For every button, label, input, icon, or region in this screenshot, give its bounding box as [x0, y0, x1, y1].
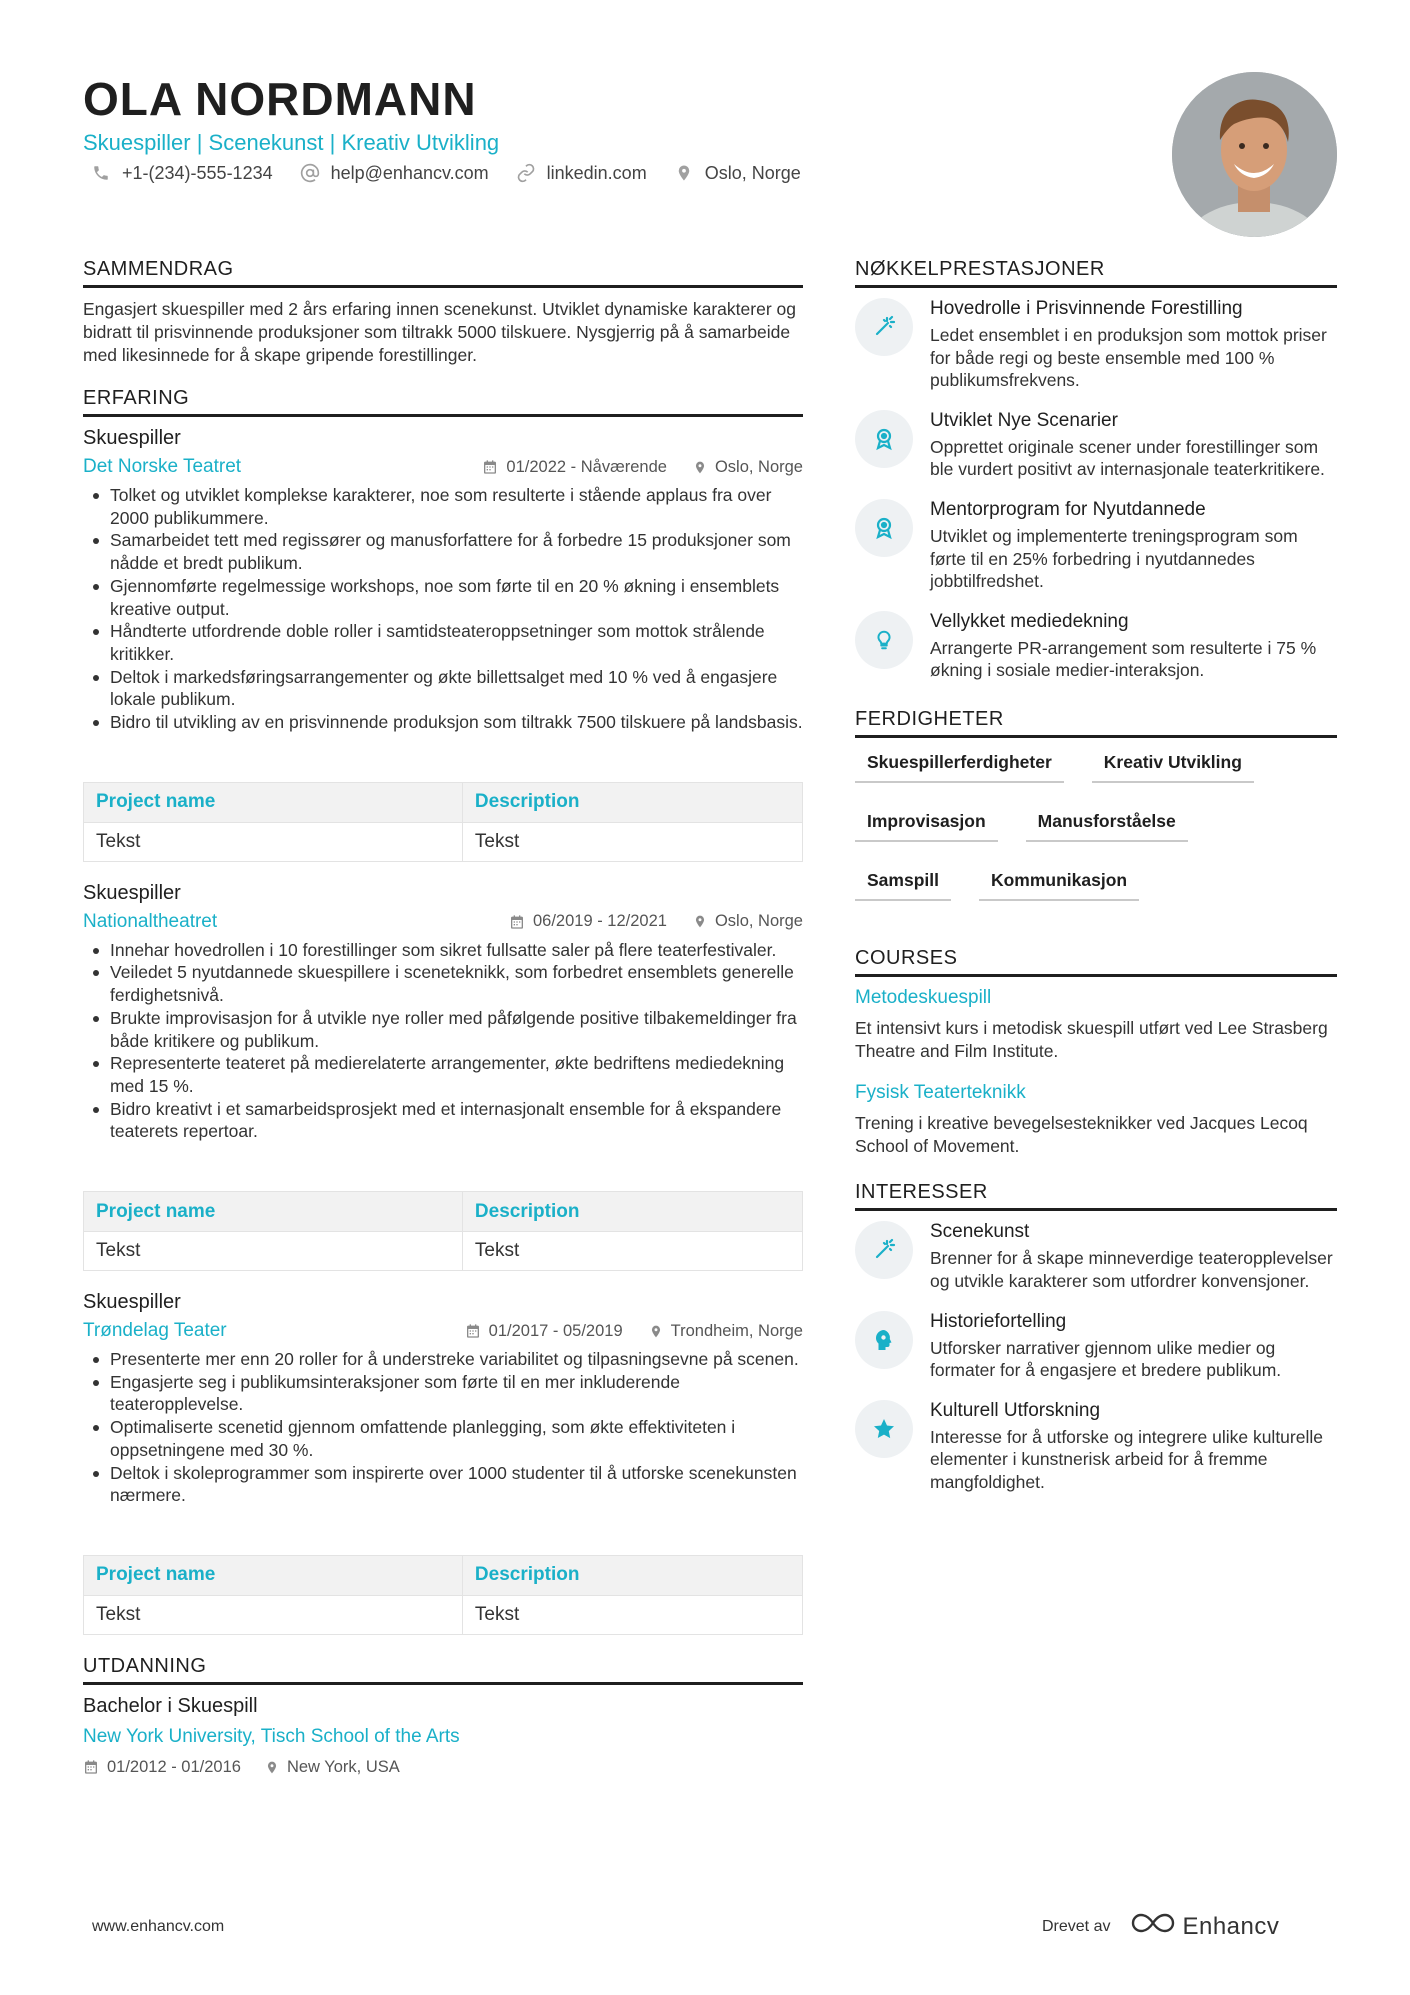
calendar-icon: [482, 459, 498, 475]
interest-title: Scenekunst: [930, 1221, 1030, 1243]
bullet-item: Innehar hovedrollen i 10 forestillinger som sikret fullsatte saler på flere teaterfestivaler.: [83, 939, 803, 962]
magic-wand-icon: [855, 298, 913, 356]
achievement-item: [855, 410, 1337, 481]
job-dates: 01/2017 - 05/2019: [488, 1321, 623, 1340]
left-column: [83, 258, 803, 1777]
job-role: Skuespiller: [83, 881, 181, 904]
bullet-item: Samarbeidet tett med regissører og manusforfattere for å forbedre 15 produksjoner som nådde et bredt publikum.: [83, 529, 803, 574]
headline: Skuespiller | Scenekunst | Kreativ Utvikling: [83, 130, 500, 155]
table-cell: Tekst: [462, 1232, 802, 1271]
education-school[interactable]: New York University, Tisch School of the Arts: [83, 1725, 460, 1747]
job-company[interactable]: Trøndelag Teater: [83, 1320, 227, 1342]
job-dates: 06/2019 - 12/2021: [533, 912, 667, 931]
experience-heading: ERFARING: [83, 387, 803, 417]
contact-phone[interactable]: [90, 162, 273, 184]
bullet-item: Bidro kreativt i et samarbeidsprosjekt med et internasjonalt ensemble for å ekspandere teaterets repertoar.: [83, 1098, 803, 1143]
job-company[interactable]: Nationaltheatret: [83, 910, 218, 932]
bullet-item: Engasjerte seg i publikumsinteraksjoner som førte til en mer inkluderende teateropplevelse.: [83, 1371, 803, 1416]
interest-item: [855, 1221, 1337, 1292]
skill-tag: Kreativ Utvikling: [1092, 752, 1254, 783]
calendar-icon: [509, 914, 525, 930]
calendar-icon: [83, 1759, 99, 1775]
project-table: [83, 1555, 803, 1635]
bullet-item: Veiledet 5 nyutdannede skuespillere i sceneteknikk, som forbedret ensemblets generelle ferdighetsnivå.: [83, 961, 803, 1006]
achievement-item: [855, 611, 1337, 682]
achievement-desc: Opprettet originale scener under forestillinger som ble vurdert positivt av internasjonale teaterkritikere.: [930, 436, 1325, 480]
interests-heading: INTERESSER: [855, 1181, 1337, 1211]
course-title[interactable]: Metodeskuespill: [855, 986, 992, 1008]
achievement-title: Vellykket mediedekning: [930, 610, 1129, 632]
interest-desc: Interesse for å utforske og integrere ulike kulturelle elementer i kunstnerisk arbeid for å fremme mangfoldighet.: [930, 1426, 1323, 1492]
interest-item: [855, 1311, 1337, 1382]
bullet-item: Bidro til utvikling av en prisvinnende produksjon som tiltrakk 7500 tilskuere på landsbasis.: [83, 711, 803, 734]
bullet-item: Presenterte mer enn 20 roller for å understreke variabilitet og tilpasningsevne på scenen.: [83, 1348, 803, 1371]
job-location: Oslo, Norge: [714, 457, 803, 476]
summary-heading: SAMMENDRAG: [83, 258, 803, 288]
project-table: [83, 1191, 803, 1271]
interest-title: Kulturell Utforskning: [930, 1399, 1101, 1421]
job-location: Oslo, Norge: [714, 912, 803, 931]
lightbulb-icon: [855, 611, 913, 669]
bullet-item: Deltok i markedsføringsarrangementer og økte billettsalget med 10 % ved å engasjere lokale publikum.: [83, 666, 803, 711]
contact-location: [673, 162, 801, 184]
table-header-project: Project name: [84, 1192, 463, 1232]
interest-title: Historiefortelling: [930, 1310, 1067, 1332]
contact-email[interactable]: [299, 162, 489, 184]
table-cell: Tekst: [84, 822, 463, 861]
table-cell: Tekst: [462, 1595, 802, 1634]
candidate-name: OLA NORDMANN: [83, 73, 477, 125]
job-entry: [83, 427, 803, 862]
bullet-item: Gjennomførte regelmessige workshops, noe som førte til en 20 % økning i ensemblets kreative output.: [83, 575, 803, 620]
contact-linkedin-text: linkedin.com: [546, 162, 647, 183]
job-entry: [83, 1291, 803, 1635]
footer-branding: [1042, 1911, 1279, 1942]
star-icon: [855, 1400, 913, 1458]
bullet-item: Deltok i skoleprogrammer som inspirerte over 1000 studenter til å utforske scenekunsten nærmere.: [83, 1462, 803, 1507]
contact-linkedin[interactable]: [515, 162, 647, 184]
interest-desc: Brenner for å skape minneverdige teateropplevelser og utvikle karakterer som utfordrer konvensjoner.: [930, 1248, 1333, 1291]
interest-desc: Utforsker narrativer gjennom ulike medier og formater for å engasjere et bredere publikum.: [930, 1337, 1282, 1381]
project-table: [83, 782, 803, 862]
table-row: [84, 822, 803, 861]
bullet-item: Optimaliserte scenetid gjennom omfattende planlegging, som økte effektiviteten i oppsetningene med 30 %.: [83, 1416, 803, 1461]
achievement-item: [855, 298, 1337, 392]
achievement-title: Utviklet Nye Scenarier: [930, 409, 1118, 431]
education-heading: UTDANNING: [83, 1655, 803, 1685]
footer-website[interactable]: www.enhancv.com: [92, 1918, 225, 1935]
brand-name: Enhancv: [1182, 1912, 1280, 1940]
achievement-title: Hovedrolle i Prisvinnende Forestilling: [930, 298, 1243, 319]
job-role: Skuespiller: [83, 1291, 181, 1314]
right-column: [855, 258, 1337, 1511]
calendar-icon: [465, 1323, 481, 1339]
table-header-project: Project name: [84, 1555, 463, 1595]
achievement-item: [855, 499, 1337, 593]
contact-phone-text: +1-(234)-555-1234: [122, 162, 273, 183]
course-title[interactable]: Fysisk Teaterteknikk: [855, 1082, 1026, 1104]
phone-icon: [90, 162, 112, 184]
contact-email-text: help@enhancv.com: [330, 162, 489, 183]
table-row: [84, 1595, 803, 1634]
bullet-item: Håndterte utfordrende doble roller i samtidsteateroppsetninger som mottok strålende kritikker.: [83, 620, 803, 665]
summary-text: Engasjert skuespiller med 2 års erfaring innen scenekunst. Utviklet dynamiske karakterer og bidratt til prisvinnende produksjoner som tiltrakk 5000 tilskuere. Nysgjerrig på å samarbeide med likesinnede for å skape gripende forestillinger.: [83, 299, 796, 365]
table-header-project: Project name: [84, 782, 463, 822]
award-icon: [855, 499, 913, 557]
skills-heading: FERDIGHETER: [855, 708, 1337, 738]
table-header-description: Description: [462, 1555, 802, 1595]
courses-heading: COURSES: [855, 947, 1337, 977]
head-icon: [855, 1311, 913, 1369]
skill-tag: Skuespillerferdigheter: [855, 752, 1064, 783]
link-icon: [515, 162, 537, 184]
job-role: Skuespiller: [83, 427, 181, 449]
table-row: [84, 1232, 803, 1271]
achievement-title: Mentorprogram for Nyutdannede: [930, 498, 1206, 520]
achievement-desc: Arrangerte PR-arrangement som resulterte i 75 % økning i sosiale medier-interaksjon.: [930, 637, 1317, 681]
job-bullets: [83, 484, 803, 734]
skill-tag: Manusforståelse: [1026, 811, 1188, 842]
skills-list: [855, 752, 1337, 901]
brand-logo[interactable]: [1130, 1911, 1279, 1942]
table-header-description: Description: [462, 782, 802, 822]
table-cell: Tekst: [462, 822, 802, 861]
job-bullets: [83, 939, 803, 1143]
skill-tag: Kommunikasjon: [979, 870, 1139, 901]
contact-bar: [90, 162, 801, 184]
job-location: Trondheim, Norge: [670, 1321, 803, 1340]
achievements-heading: NØKKELPRESTASJONER: [855, 258, 1337, 288]
location-icon: [693, 913, 707, 930]
table-cell: Tekst: [84, 1232, 463, 1271]
achievement-desc: Utviklet og implementerte treningsprogram som førte til en 25% forbedring i nyutdannedes jobbtilfredshet.: [930, 525, 1298, 592]
magic-wand-icon: [855, 1221, 913, 1279]
job-entry: [83, 882, 803, 1271]
bullet-item: Representerte teateret på medierelaterte arrangementer, økte bedriftens mediedekning med 15 %.: [83, 1052, 803, 1097]
avatar: [1172, 72, 1337, 237]
bullet-item: Brukte improvisasjon for å utvikle nye roller med påfølgende positive tilbakemeldinger fra både kritikere og publikum.: [83, 1007, 803, 1052]
award-icon: [855, 410, 913, 468]
bullet-item: Tolket og utviklet komplekse karakterer, noe som resulterte i stående applaus fra over 2000 publikummere.: [83, 484, 803, 529]
infinity-logo-icon: [1130, 1911, 1176, 1942]
education-location: New York, USA: [286, 1757, 400, 1776]
job-bullets: [83, 1348, 803, 1507]
table-header-description: Description: [462, 1192, 802, 1232]
education-degree: Bachelor i Skuespill: [83, 1694, 258, 1717]
achievement-desc: Ledet ensemblet i en produksjon som mottok priser for både regi og beste ensemble med 100 % publikumsfrekvens.: [930, 325, 1327, 391]
skill-tag: Samspill: [855, 870, 951, 901]
location-icon: [673, 162, 695, 184]
table-cell: Tekst: [84, 1595, 463, 1634]
location-icon: [649, 1323, 663, 1340]
location-icon: [265, 1759, 279, 1776]
job-dates: 01/2022 - Nåværende: [506, 457, 667, 476]
location-icon: [693, 459, 707, 476]
powered-by-label: Drevet av: [1042, 1917, 1111, 1935]
course-desc: Trening i kreative bevegelsesteknikker ved Jacques Lecoq School of Movement.: [855, 1113, 1308, 1156]
job-company[interactable]: Det Norske Teatret: [83, 456, 242, 477]
interest-item: [855, 1400, 1337, 1494]
education-dates: 01/2012 - 01/2016: [107, 1757, 241, 1776]
skill-tag: Improvisasjon: [855, 811, 998, 842]
contact-location-text: Oslo, Norge: [704, 162, 801, 183]
at-icon: [299, 162, 321, 184]
course-desc: Et intensivt kurs i metodisk skuespill utført ved Lee Strasberg Theatre and Film Institute.: [855, 1017, 1328, 1061]
